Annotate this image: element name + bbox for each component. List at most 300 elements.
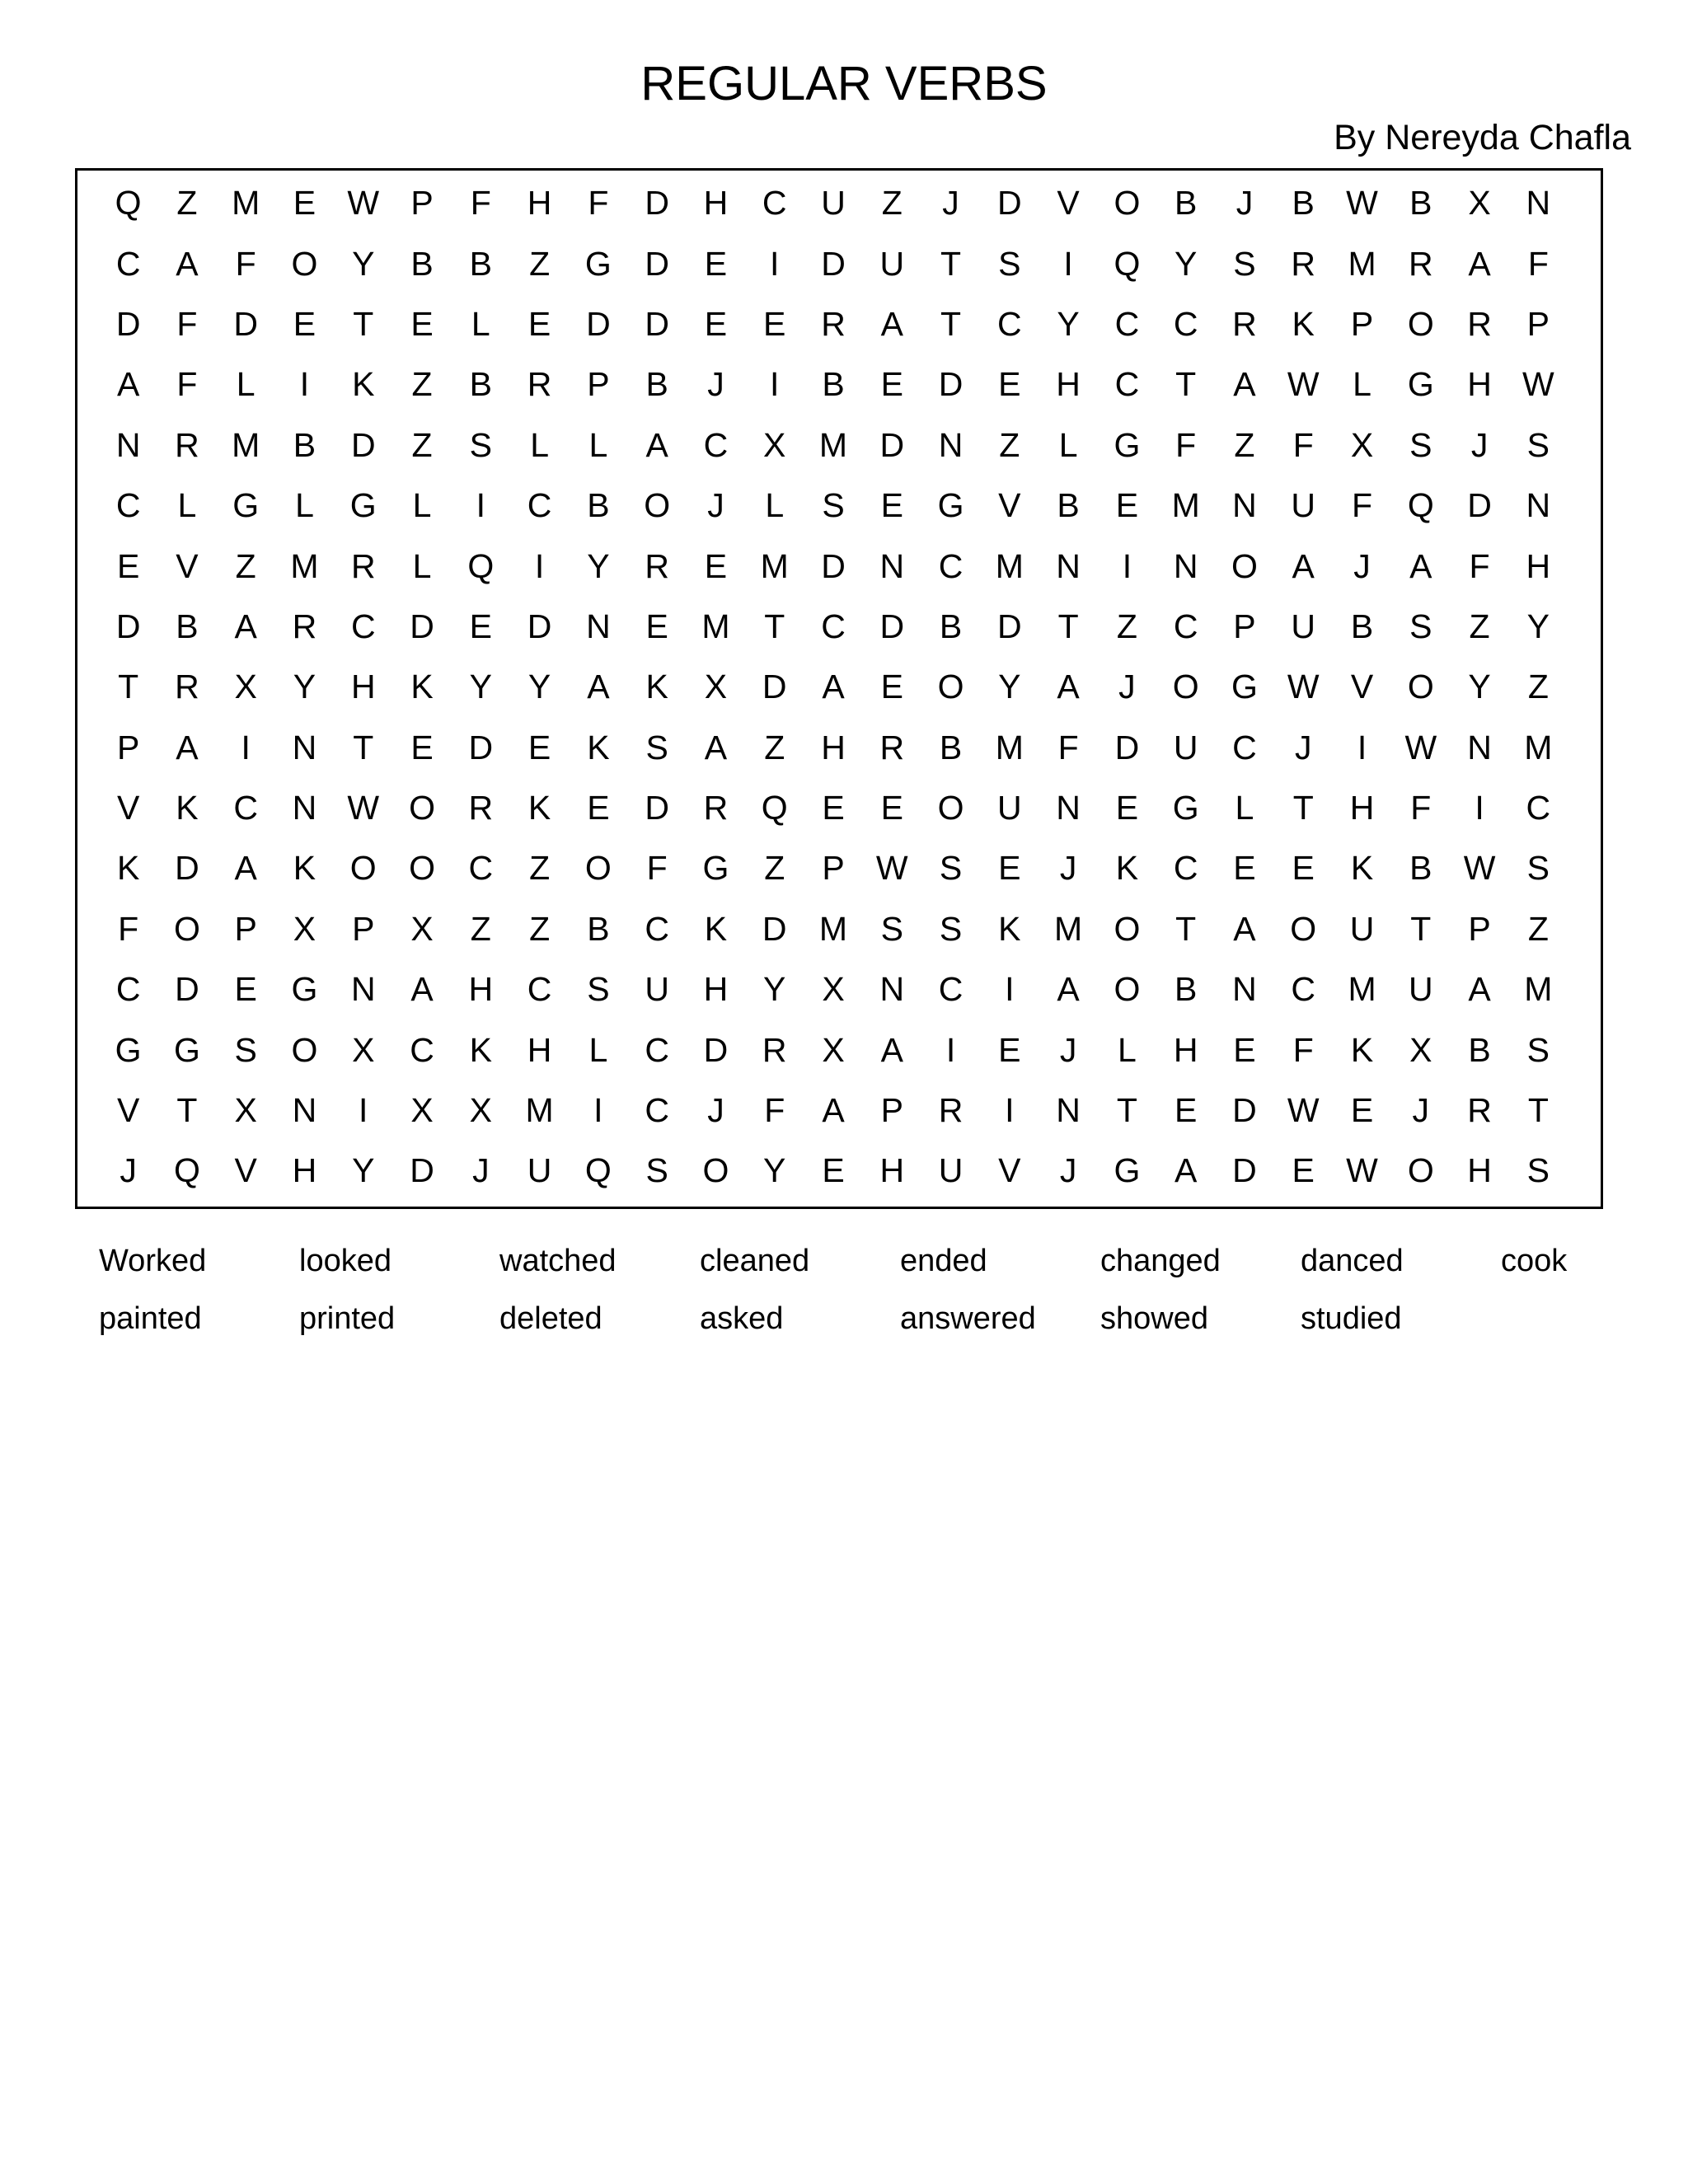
grid-letter[interactable]: C	[527, 970, 552, 1009]
grid-letter[interactable]: N	[1056, 546, 1081, 585]
grid-letter[interactable]: E	[998, 1030, 1021, 1069]
grid-letter[interactable]: F	[764, 1091, 785, 1130]
grid-letter[interactable]: Y	[998, 668, 1021, 706]
grid-letter[interactable]: E	[880, 668, 903, 706]
grid-letter[interactable]: F	[1469, 546, 1490, 585]
grid-letter[interactable]: C	[115, 970, 141, 1009]
grid-letter[interactable]: E	[998, 849, 1021, 888]
grid-letter[interactable]: D	[1232, 1151, 1257, 1190]
grid-letter[interactable]: J	[472, 1151, 490, 1190]
grid-letter[interactable]: L	[1235, 789, 1254, 827]
grid-letter[interactable]: J	[120, 1151, 137, 1190]
grid-letter[interactable]: N	[938, 425, 964, 464]
grid-letter[interactable]: Y	[1174, 244, 1198, 283]
grid-letter[interactable]: B	[1468, 1030, 1491, 1069]
grid-letter[interactable]: Q	[115, 184, 142, 223]
grid-letter[interactable]: I	[1005, 1091, 1015, 1130]
grid-letter[interactable]: I	[1005, 970, 1015, 1009]
grid-letter[interactable]: E	[1292, 1151, 1315, 1190]
grid-letter[interactable]: N	[350, 970, 376, 1009]
grid-letter[interactable]: H	[1173, 1030, 1198, 1069]
grid-letter[interactable]: K	[587, 728, 610, 766]
grid-letter[interactable]: N	[879, 970, 905, 1009]
grid-letter[interactable]: B	[469, 244, 492, 283]
grid-letter[interactable]: P	[352, 909, 375, 948]
grid-letter[interactable]: A	[880, 304, 903, 343]
grid-letter[interactable]: A	[1292, 546, 1315, 585]
grid-letter[interactable]: A	[1057, 668, 1080, 706]
grid-letter[interactable]: P	[1350, 304, 1374, 343]
grid-letter[interactable]: O	[1114, 970, 1141, 1009]
grid-letter[interactable]: S	[587, 970, 610, 1009]
grid-letter[interactable]: R	[527, 365, 552, 404]
grid-letter[interactable]: E	[116, 546, 140, 585]
grid-letter[interactable]: D	[997, 184, 1022, 223]
grid-letter[interactable]: S	[1526, 849, 1550, 888]
grid-letter[interactable]: R	[703, 789, 729, 827]
grid-letter[interactable]: W	[1522, 365, 1554, 404]
grid-letter[interactable]: B	[1409, 849, 1432, 888]
grid-letter[interactable]: E	[1115, 486, 1139, 525]
grid-letter[interactable]: T	[1410, 909, 1432, 948]
grid-letter[interactable]: N	[1467, 728, 1492, 766]
grid-letter[interactable]: G	[232, 486, 260, 525]
grid-letter[interactable]: K	[704, 909, 728, 948]
grid-letter[interactable]: C	[1114, 365, 1140, 404]
grid-letter[interactable]: U	[1173, 728, 1198, 766]
grid-letter[interactable]: S	[1526, 1151, 1550, 1190]
grid-letter[interactable]: G	[1231, 668, 1258, 706]
grid-letter[interactable]: C	[703, 425, 729, 464]
grid-letter[interactable]: D	[645, 244, 669, 283]
grid-letter[interactable]: R	[821, 304, 846, 343]
grid-letter[interactable]: I	[593, 1091, 603, 1130]
grid-letter[interactable]: D	[175, 970, 199, 1009]
grid-letter[interactable]: F	[118, 909, 139, 948]
grid-letter[interactable]: M	[1524, 970, 1553, 1009]
grid-letter[interactable]: W	[1346, 1151, 1378, 1190]
grid-letter[interactable]: C	[115, 486, 141, 525]
grid-letter[interactable]: A	[1233, 909, 1256, 948]
grid-letter[interactable]: Q	[761, 789, 788, 827]
grid-letter[interactable]: X	[293, 909, 316, 948]
grid-letter[interactable]: M	[818, 425, 848, 464]
grid-letter[interactable]: Q	[467, 546, 495, 585]
grid-letter[interactable]: J	[1236, 184, 1254, 223]
grid-letter[interactable]: V	[998, 1151, 1021, 1190]
grid-letter[interactable]: T	[176, 1091, 198, 1130]
grid-letter[interactable]: C	[645, 1030, 669, 1069]
grid-letter[interactable]: J	[1118, 668, 1136, 706]
grid-letter[interactable]: U	[997, 789, 1022, 827]
grid-letter[interactable]: C	[115, 244, 141, 283]
grid-letter[interactable]: J	[1059, 849, 1077, 888]
grid-letter[interactable]: S	[645, 1151, 668, 1190]
grid-letter[interactable]: N	[586, 607, 611, 645]
grid-letter[interactable]: A	[1409, 546, 1432, 585]
grid-letter[interactable]: R	[175, 425, 199, 464]
grid-letter[interactable]: L	[1058, 425, 1078, 464]
grid-letter[interactable]: K	[116, 849, 140, 888]
grid-letter[interactable]: A	[176, 728, 199, 766]
grid-letter[interactable]: D	[1114, 728, 1140, 766]
grid-letter[interactable]: C	[1173, 607, 1198, 645]
grid-letter[interactable]: D	[410, 1151, 434, 1190]
grid-letter[interactable]: L	[295, 486, 314, 525]
grid-letter[interactable]: G	[1114, 1151, 1141, 1190]
grid-letter[interactable]: B	[939, 728, 963, 766]
grid-letter[interactable]: M	[1054, 909, 1083, 948]
grid-letter[interactable]: K	[293, 849, 316, 888]
grid-letter[interactable]: M	[1524, 728, 1553, 766]
grid-letter[interactable]: L	[765, 486, 785, 525]
grid-letter[interactable]: A	[1468, 970, 1491, 1009]
grid-letter[interactable]: J	[1412, 1091, 1430, 1130]
grid-letter[interactable]: X	[352, 1030, 375, 1069]
grid-letter[interactable]: Y	[763, 1151, 786, 1190]
grid-letter[interactable]: T	[1527, 1091, 1549, 1130]
grid-letter[interactable]: F	[1292, 1030, 1314, 1069]
grid-letter[interactable]: C	[1114, 304, 1140, 343]
grid-letter[interactable]: O	[291, 1030, 318, 1069]
grid-letter[interactable]: W	[1287, 365, 1320, 404]
grid-letter[interactable]: R	[1408, 244, 1433, 283]
grid-letter[interactable]: B	[410, 244, 434, 283]
grid-letter[interactable]: V	[234, 1151, 257, 1190]
grid-letter[interactable]: D	[115, 607, 141, 645]
grid-letter[interactable]: E	[704, 244, 728, 283]
grid-letter[interactable]: N	[1173, 546, 1198, 585]
grid-letter[interactable]: X	[1350, 425, 1374, 464]
grid-letter[interactable]: O	[1290, 909, 1317, 948]
grid-letter[interactable]: M	[995, 728, 1024, 766]
grid-letter[interactable]: J	[707, 486, 724, 525]
grid-letter[interactable]: E	[528, 304, 551, 343]
grid-letter[interactable]: U	[645, 970, 669, 1009]
grid-letter[interactable]: C	[762, 184, 787, 223]
grid-letter[interactable]: T	[1057, 607, 1079, 645]
grid-letter[interactable]: A	[822, 668, 845, 706]
grid-letter[interactable]: D	[821, 546, 846, 585]
grid-letter[interactable]: Z	[529, 244, 551, 283]
grid-letter[interactable]: B	[176, 607, 199, 645]
grid-letter[interactable]: T	[118, 668, 139, 706]
grid-letter[interactable]: Z	[881, 184, 903, 223]
grid-letter[interactable]: E	[1233, 849, 1256, 888]
grid-letter[interactable]: G	[584, 244, 612, 283]
grid-letter[interactable]: N	[1526, 184, 1551, 223]
grid-letter[interactable]: U	[1408, 970, 1433, 1009]
grid-letter[interactable]: S	[1526, 1030, 1550, 1069]
grid-letter[interactable]: E	[880, 789, 903, 827]
grid-letter[interactable]: M	[818, 909, 848, 948]
grid-letter[interactable]: R	[468, 789, 494, 827]
grid-letter[interactable]: E	[704, 546, 728, 585]
grid-letter[interactable]: S	[1526, 425, 1550, 464]
grid-letter[interactable]: N	[292, 1091, 317, 1130]
grid-letter[interactable]: O	[1114, 909, 1141, 948]
grid-letter[interactable]: D	[410, 607, 434, 645]
grid-letter[interactable]: Y	[293, 668, 316, 706]
grid-letter[interactable]: G	[349, 486, 377, 525]
grid-letter[interactable]: C	[1173, 304, 1198, 343]
grid-letter[interactable]: W	[875, 849, 908, 888]
grid-letter[interactable]: N	[1232, 486, 1257, 525]
grid-letter[interactable]: I	[1063, 244, 1073, 283]
grid-letter[interactable]: J	[942, 184, 959, 223]
grid-letter[interactable]: X	[234, 1091, 257, 1130]
grid-letter[interactable]: E	[1233, 1030, 1256, 1069]
grid-letter[interactable]: R	[1291, 244, 1316, 283]
grid-letter[interactable]: G	[702, 849, 729, 888]
grid-letter[interactable]: A	[1057, 970, 1080, 1009]
grid-letter[interactable]: D	[645, 304, 669, 343]
grid-letter[interactable]: Y	[528, 668, 551, 706]
grid-letter[interactable]: X	[234, 668, 257, 706]
grid-letter[interactable]: F	[1175, 425, 1197, 464]
grid-letter[interactable]: Y	[763, 970, 786, 1009]
grid-letter[interactable]: Y	[1526, 607, 1550, 645]
grid-letter[interactable]: O	[1407, 1151, 1434, 1190]
grid-letter[interactable]: M	[701, 607, 730, 645]
grid-letter[interactable]: K	[645, 668, 668, 706]
grid-letter[interactable]: L	[412, 486, 432, 525]
grid-letter[interactable]: C	[821, 607, 846, 645]
grid-letter[interactable]: L	[412, 546, 432, 585]
grid-letter[interactable]: C	[1291, 970, 1316, 1009]
grid-letter[interactable]: J	[1059, 1030, 1077, 1069]
grid-letter[interactable]: T	[1175, 365, 1197, 404]
grid-letter[interactable]: T	[940, 304, 962, 343]
grid-letter[interactable]: Y	[352, 1151, 375, 1190]
grid-letter[interactable]: A	[1174, 1151, 1198, 1190]
grid-letter[interactable]: H	[527, 1030, 552, 1069]
grid-letter[interactable]: O	[173, 909, 200, 948]
grid-letter[interactable]: F	[1410, 789, 1432, 827]
grid-letter[interactable]: O	[937, 668, 964, 706]
grid-letter[interactable]: B	[1174, 970, 1198, 1009]
grid-letter[interactable]: L	[236, 365, 256, 404]
grid-letter[interactable]: U	[1291, 486, 1316, 525]
grid-letter[interactable]: M	[995, 546, 1024, 585]
grid-letter[interactable]: B	[587, 909, 610, 948]
grid-letter[interactable]: Z	[1234, 425, 1255, 464]
grid-letter[interactable]: W	[1287, 1091, 1320, 1130]
grid-letter[interactable]: F	[235, 244, 256, 283]
grid-letter[interactable]: V	[998, 486, 1021, 525]
grid-letter[interactable]: E	[880, 365, 903, 404]
grid-letter[interactable]: I	[1122, 546, 1132, 585]
grid-letter[interactable]: H	[527, 184, 552, 223]
grid-letter[interactable]: Z	[1527, 668, 1549, 706]
grid-letter[interactable]: Y	[587, 546, 610, 585]
grid-letter[interactable]: K	[410, 668, 434, 706]
grid-letter[interactable]: G	[1114, 425, 1141, 464]
grid-letter[interactable]: A	[116, 365, 140, 404]
grid-letter[interactable]: Z	[529, 909, 551, 948]
grid-letter[interactable]: V	[1350, 668, 1374, 706]
grid-letter[interactable]: R	[175, 668, 199, 706]
grid-letter[interactable]: L	[471, 304, 490, 343]
grid-letter[interactable]: D	[175, 849, 199, 888]
grid-letter[interactable]: X	[822, 970, 845, 1009]
grid-letter[interactable]: W	[1287, 668, 1320, 706]
grid-letter[interactable]: O	[1114, 184, 1141, 223]
grid-letter[interactable]: V	[176, 546, 199, 585]
grid-letter[interactable]: L	[588, 1030, 608, 1069]
grid-letter[interactable]: P	[822, 849, 845, 888]
grid-letter[interactable]: E	[1350, 1091, 1374, 1130]
grid-letter[interactable]: E	[822, 1151, 845, 1190]
grid-letter[interactable]: C	[997, 304, 1022, 343]
grid-letter[interactable]: F	[176, 304, 198, 343]
grid-letter[interactable]: O	[1231, 546, 1258, 585]
grid-letter[interactable]: M	[232, 425, 260, 464]
grid-letter[interactable]: N	[292, 728, 317, 766]
grid-letter[interactable]: W	[347, 789, 380, 827]
grid-letter[interactable]: P	[1468, 909, 1491, 948]
grid-letter[interactable]: A	[176, 244, 199, 283]
grid-letter[interactable]: O	[1407, 304, 1434, 343]
grid-letter[interactable]: X	[1468, 184, 1491, 223]
grid-letter[interactable]: J	[1059, 1151, 1077, 1190]
grid-letter[interactable]: Z	[999, 425, 1020, 464]
grid-letter[interactable]: M	[232, 184, 260, 223]
grid-letter[interactable]: Y	[352, 244, 375, 283]
grid-letter[interactable]: G	[115, 1030, 142, 1069]
grid-letter[interactable]: O	[409, 849, 435, 888]
grid-letter[interactable]: Z	[529, 849, 551, 888]
grid-letter[interactable]: Z	[1469, 607, 1490, 645]
grid-letter[interactable]: Z	[1527, 909, 1549, 948]
grid-letter[interactable]: D	[586, 304, 611, 343]
grid-letter[interactable]: C	[938, 546, 964, 585]
grid-letter[interactable]: Q	[1407, 486, 1434, 525]
grid-letter[interactable]: B	[645, 365, 668, 404]
grid-letter[interactable]: R	[645, 546, 669, 585]
grid-letter[interactable]: U	[938, 1151, 964, 1190]
grid-letter[interactable]: X	[1409, 1030, 1432, 1069]
grid-letter[interactable]: D	[1467, 486, 1492, 525]
grid-letter[interactable]: J	[1470, 425, 1489, 464]
grid-letter[interactable]: P	[880, 1091, 903, 1130]
grid-letter[interactable]: K	[528, 789, 551, 827]
grid-letter[interactable]: A	[822, 1091, 845, 1130]
grid-letter[interactable]: J	[707, 365, 724, 404]
grid-letter[interactable]: L	[588, 425, 608, 464]
grid-letter[interactable]: M	[290, 546, 319, 585]
grid-letter[interactable]: P	[587, 365, 610, 404]
grid-letter[interactable]: B	[293, 425, 316, 464]
grid-letter[interactable]: N	[1526, 486, 1551, 525]
grid-letter[interactable]: H	[1467, 1151, 1492, 1190]
grid-letter[interactable]: D	[762, 909, 787, 948]
grid-letter[interactable]: E	[469, 607, 492, 645]
grid-letter[interactable]: F	[1527, 244, 1549, 283]
grid-letter[interactable]: A	[1233, 365, 1256, 404]
grid-letter[interactable]: I	[770, 365, 780, 404]
grid-letter[interactable]: E	[645, 607, 668, 645]
grid-letter[interactable]: X	[822, 1030, 845, 1069]
grid-letter[interactable]: H	[350, 668, 376, 706]
grid-letter[interactable]: M	[1348, 244, 1376, 283]
grid-letter[interactable]: H	[1467, 365, 1492, 404]
grid-letter[interactable]: O	[1407, 668, 1434, 706]
grid-letter[interactable]: X	[410, 1091, 434, 1130]
grid-letter[interactable]: W	[1346, 184, 1378, 223]
grid-letter[interactable]: X	[469, 1091, 492, 1130]
grid-letter[interactable]: S	[1409, 607, 1432, 645]
grid-letter[interactable]: Q	[173, 1151, 200, 1190]
grid-letter[interactable]: I	[1475, 789, 1484, 827]
grid-letter[interactable]: S	[822, 486, 845, 525]
grid-letter[interactable]: A	[1468, 244, 1491, 283]
grid-letter[interactable]: B	[1292, 184, 1315, 223]
grid-letter[interactable]: A	[704, 728, 728, 766]
grid-letter[interactable]: D	[938, 365, 964, 404]
grid-letter[interactable]: Z	[1116, 607, 1137, 645]
grid-letter[interactable]: Z	[411, 425, 433, 464]
grid-letter[interactable]: R	[1467, 304, 1492, 343]
grid-letter[interactable]: D	[762, 668, 787, 706]
grid-letter[interactable]: L	[1353, 365, 1372, 404]
grid-letter[interactable]: R	[1467, 1091, 1492, 1130]
grid-letter[interactable]: S	[234, 1030, 257, 1069]
grid-letter[interactable]: Z	[470, 909, 491, 948]
grid-letter[interactable]: V	[116, 1091, 140, 1130]
grid-letter[interactable]: I	[359, 1091, 368, 1130]
grid-letter[interactable]: H	[1349, 789, 1375, 827]
grid-letter[interactable]: Y	[469, 668, 492, 706]
grid-letter[interactable]: U	[879, 244, 905, 283]
grid-letter[interactable]: Z	[764, 728, 785, 766]
grid-letter[interactable]: I	[241, 728, 251, 766]
grid-letter[interactable]: G	[1172, 789, 1199, 827]
grid-letter[interactable]: C	[1232, 728, 1257, 766]
grid-letter[interactable]: K	[1292, 304, 1315, 343]
grid-letter[interactable]: X	[763, 425, 786, 464]
grid-letter[interactable]: H	[703, 970, 729, 1009]
grid-letter[interactable]: Q	[1114, 244, 1141, 283]
grid-letter[interactable]: I	[534, 546, 545, 585]
grid-letter[interactable]: U	[527, 1151, 552, 1190]
grid-letter[interactable]: O	[349, 849, 377, 888]
grid-letter[interactable]: N	[292, 789, 317, 827]
grid-letter[interactable]: D	[879, 607, 905, 645]
grid-letter[interactable]: X	[410, 909, 434, 948]
grid-letter[interactable]: S	[645, 728, 668, 766]
grid-letter[interactable]: A	[234, 607, 257, 645]
grid-letter[interactable]: F	[646, 849, 668, 888]
grid-letter[interactable]: D	[645, 789, 669, 827]
grid-letter[interactable]: N	[1056, 1091, 1081, 1130]
grid-letter[interactable]: K	[176, 789, 199, 827]
grid-letter[interactable]: M	[525, 1091, 554, 1130]
grid-letter[interactable]: T	[764, 607, 785, 645]
grid-letter[interactable]: M	[760, 546, 789, 585]
grid-letter[interactable]: Q	[584, 1151, 612, 1190]
grid-letter[interactable]: T	[1116, 1091, 1137, 1130]
grid-letter[interactable]: W	[347, 184, 380, 223]
grid-letter[interactable]: P	[410, 184, 434, 223]
grid-letter[interactable]: O	[409, 789, 435, 827]
grid-letter[interactable]: D	[703, 1030, 729, 1069]
grid-letter[interactable]: B	[587, 486, 610, 525]
grid-letter[interactable]: R	[292, 607, 317, 645]
grid-letter[interactable]: A	[410, 970, 434, 1009]
grid-letter[interactable]: B	[822, 365, 845, 404]
grid-letter[interactable]: C	[233, 789, 258, 827]
